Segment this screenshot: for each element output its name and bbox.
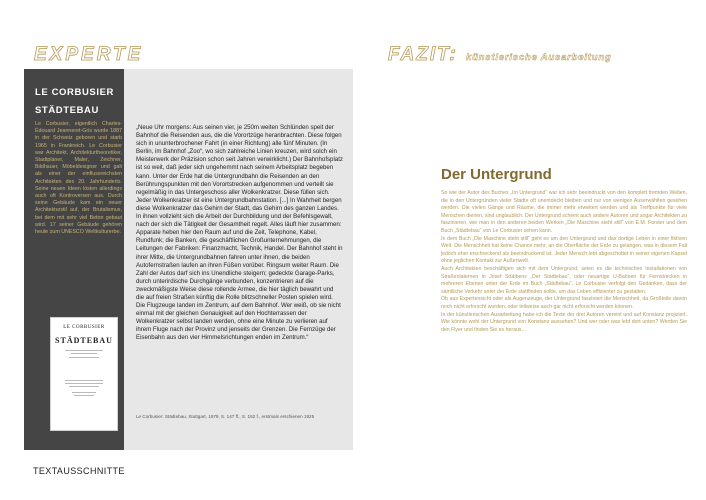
- article-paragraph: Auch Architekten beschäftigen sich mit dem Untergrund, seien es die technischen Installationen von Straßenlaternen in Josef Stübbens „Der Städtebau“, oder neuartige U-Bahnen für Fernstrecken in mehreren Ebenen unter der Erde im Buch „Städtebau“. Le Corbusier verfolgt den Gedanken, dass der sämtliche Verkehr unter der Erde stattfinden sollte, um das Leben effizienter zu gestalten.: [441, 265, 687, 295]
- book-cover-rule: [69, 357, 99, 358]
- book-cover-rule: [65, 383, 103, 384]
- article-title: Der Untergrund: [441, 166, 552, 183]
- author-heading: [35, 84, 125, 120]
- article-paragraph: So wie der Autor des Buches „Im Untergrund“ war ich sehr beeindruckt von den komplett fremden Welten, die in den Untergründen vieler Städte oft unentdeckt bleiben und nur von wenigen Auserwählten gesehen werden. Die vielen Gänge und Räume, die immer mehr erweitert werden und als Treffpunkte für viele Menschen dienen, sind unglaublich. Der Untergrund scheint auch andere Autoren und sogar Architekten zu faszinieren, wie man in den anderen beiden Werken „Die Maschine steht still“ von E.M. Forster und dem Buch „Städtebau“ von Le Corbusier sehen kann.: [441, 190, 687, 234]
- right-page: [353, 0, 706, 500]
- author-name: LE CORBUSIER: [35, 87, 114, 98]
- section-subtitle: künstlerische Ausarbeitung: [466, 52, 612, 63]
- article-body: [441, 190, 687, 334]
- section-title-fazit: FAZIT:: [388, 44, 458, 65]
- author-bio: Le Corbusier, eigentlich Charles-Édouard Jeanneret-Gris wurde 1887 in der Schweiz geboren und starb 1965 in Frankreich. Le Corbusier war Architekt, Architekturtheoretiker, Stadtplaner, Maler, Zeichner, Bildhauer, Möbeldesigner und galt als einer der einflussreichsten Architekten des 20. Jahrhunderts. Seine neuen Ideen lösten allerdings auch oft Kontroversen aus. Durch seine Gebäude kam ein neuer Architekturstil auf, der Brutalismus, bei dem mit sehr viel Beton gebaut wird. 17 seiner Gebäude gehören heute zum UNESCO Weltkulturerbe.: [35, 121, 122, 236]
- book-cover-image: [50, 317, 118, 431]
- article-paragraph: In der künstlerischen Ausarbeitung habe ich die Texte der drei Autoren vereint und auf Konstanz projiziert. Wie könnte wohl der Untergrund von Konstanz aussehen? Und wer oder was lebt dort unten? Werden Sie den Flyer und finden Sie es heraus...: [441, 311, 687, 333]
- book-cover-rule: [71, 353, 97, 354]
- section-title-experte: EXPERTE: [34, 44, 144, 65]
- book-cover-rule: [72, 392, 96, 393]
- book-cover-rule: [65, 380, 103, 381]
- article-paragraph: In dem Buch „Die Maschine steht still“ geht es um den Untergrund und das dortige Leben in einer fiktiven Welt. Die Menschheit hat keine Chance mehr, an die Oberfläche der Erde zu gelangen, was in diesem Fall jedoch eher erschreckend als beeindruckend ist. Jeder Mensch lebt abgeschottet in seiner eigenen Kapsel ohne jeglichen Kontakt zur Außenwelt.: [441, 235, 687, 265]
- book-cover-title: STÄDTEBAU: [55, 336, 113, 345]
- article-paragraph: Ob aus Expertensicht oder als Augenzeuge, der Untergrund fasziniert die Menschheit, da Großteile davon noch nicht erforscht wurden, oder teilweise auch gar nicht erforscht werden können.: [441, 296, 687, 310]
- book-cover-rule: [65, 350, 103, 351]
- book-cover-rule: [74, 395, 94, 396]
- book-name: STÄDTEBAU: [35, 105, 99, 116]
- book-quote: „Neue Uhr morgens: Aus seinen vier, je 250m weiten Schlünden speit der Bahnhof die Reisenden aus, die die Vorortzüge heranbrachten. Diese folgen sich in ununterbrochener Fahrt (in einer Richtung) alle fünf Minuten. (In Berlin, im Bahnhof „Zoo“, wo sich zahlreiche Linien kreuzen, wird solch ein Meisterwerk der Präzision schon seit Jahren verwirklicht.) Der Bahnhofsplatz ist so weit, daß jeder sich ungehemmt nach seinem Arbeitsplatz begeben kann. Unter der Erde hat die Untergrundbahn die Reisenden an den Berührungspunkten mit den Vorortstrecken aufgenommen und verteilt sie regelmäßig in das Untergeschoss aller Wolkenkratzer. Diese füllen sich. Jeder Wolkenkratzer ist eine Untergrundbahnstation. [...] In Wahrheit bergen diese Wolkenkratzer das Gehirn der Stadt, das Gehirn des ganzen Landes. In ihnen vollzieht sich die Arbeit der Durchbildung und der Befehlsgewalt, nach der sich die Tätigkeit der Gesamtheit regelt. Alles läuft hier zusammen: Apparate heben hier den Raum auf und die Zeit, Telephone, Kabel, Rundfunk; die Banken, die geschäftlichen Großunternehmungen, die Leitungen der Fabriken: Finanzmacht, Technik, Handel. Der Bahnhof steht in ihrer Mitte, die Untergrundbahnen fahren unter ihnen, die beiden Autofernstraßen laufen an ihren Füßen vorüber. Ringsum weiter Raum. Die Zahl der Autos darf sich ins Unendliche steigern; gedeckte Garage-Parks, durch unterirdische Durchgänge verbunden, konzentrieren auf die zweckmäßigste Weise diese rollende Armee, die hier täglich bewahrt und die auf freien Straßen künftig die Rolle blitzschneller Posten spielen wird. Die Flugzeuge landen im Zentrum, auf dem Bahnhof. Wer weiß, ob sie nicht einmal mit der gleichen Genauigkeit auf den Hochterrassen der Wolkenkratzer selbst landen werden, ohne eine Minute zu verlieren auf ihrem Fluge nach der Provinz und jenseits der Grenzen. Die Fernzüge der Eisenbahn aus den vier Himmelsrichtungen enden im Zentrum.“: [136, 124, 343, 342]
- book-cover-rule: [69, 386, 99, 387]
- book-cover-author: LE CORBUSIER: [63, 325, 105, 330]
- footer-label: TEXTAUSSCHNITTE: [33, 466, 125, 476]
- quote-caption: Le Corbusier: Städtebau, Stuttgart, 1979, S. 147 ff., S. 152 f., erstmals erschienen 1925: [136, 414, 315, 419]
